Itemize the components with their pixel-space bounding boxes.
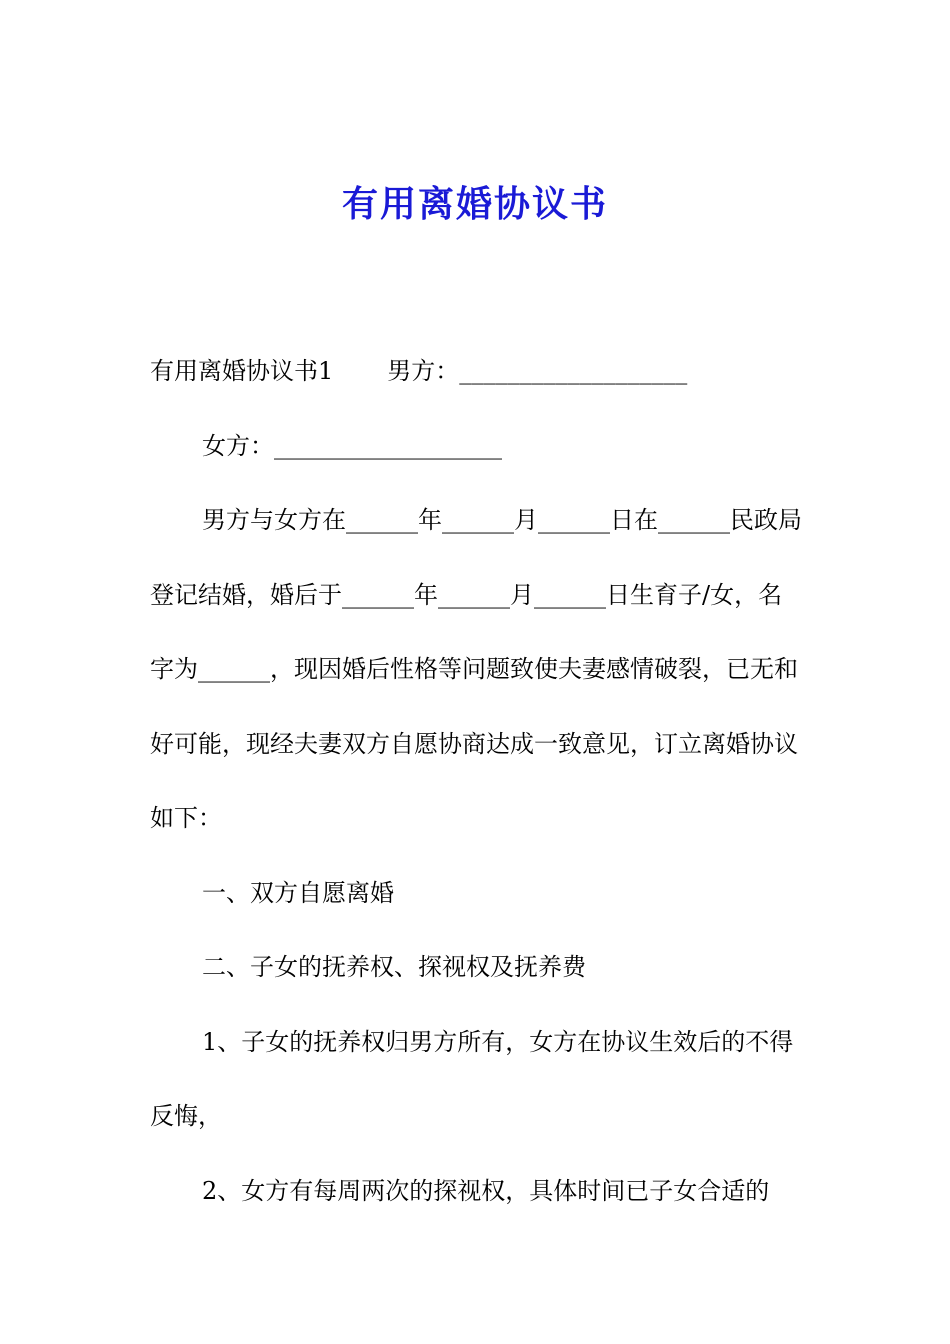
clause-2-item-1: 1、子女的抚养权归男方所有，女方在协议生效后的不得反悔， <box>150 1027 794 1130</box>
clause-1-voluntary-divorce: 一、双方自愿离婚 <box>202 878 394 907</box>
clause-2-item-2: 2、女方有每周两次的探视权，具体时间已子女合适的 <box>202 1176 770 1205</box>
document-body <box>150 334 802 1228</box>
document-title: 有用离婚协议书 <box>341 183 608 225</box>
male-party-field: 男方：___________________ <box>387 357 688 385</box>
heading-line <box>150 334 802 409</box>
female-party-field: 女方：___________________ <box>202 431 502 460</box>
doc-label: 有用离婚协议书1 <box>150 357 334 385</box>
clause-2-child-custody: 二、子女的抚养权、探视权及抚养费 <box>202 953 586 981</box>
paragraph-marriage-info: 男方与女方在______年______月______日在______民政局登记结婚，婚后于______年______月______日生育子/女，名字为______，现因婚后性格等问题致使夫妻感情破裂，已无和好可能，现经夫妻双方自愿协商达成一致意见，订立离婚协议如下： <box>150 506 802 832</box>
